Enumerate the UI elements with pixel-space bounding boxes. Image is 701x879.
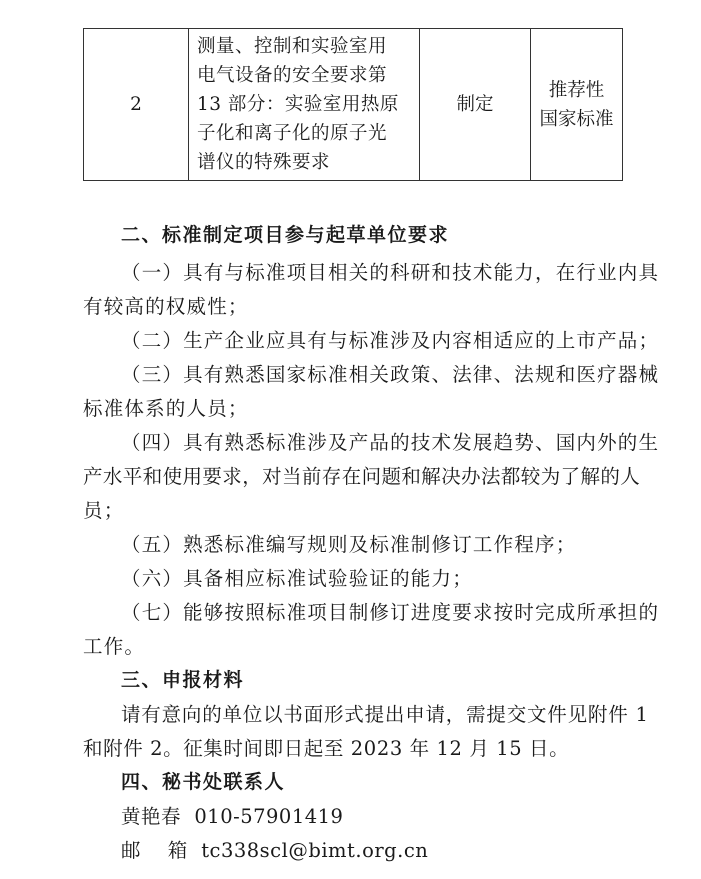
requirement-item-cont: 产水平和使用要求，对当前存在问题和解决办法都较为了解的人: [83, 465, 641, 488]
requirement-item: （五）熟悉标准编写规则及标准制修订工作程序；: [121, 533, 577, 556]
contact-email: 邮 箱 tc338scl@bimt.org.cn: [121, 839, 429, 862]
application-text: 请有意向的单位以书面形式提出申请，需提交文件见附件 1: [121, 703, 649, 726]
standard-name-line: 谱仪的特殊要求: [197, 152, 331, 173]
standard-level-line: 国家标准: [539, 108, 614, 130]
project-type: 制定: [456, 94, 494, 115]
standard-level-line: 推荐性: [548, 79, 605, 101]
requirement-item: （四）具有熟悉标准涉及产品的技术发展趋势、国内外的生: [121, 431, 660, 454]
project-type-cell: [420, 29, 531, 181]
requirement-item-cont: 工作。: [83, 635, 146, 658]
row-number: 2: [130, 94, 142, 115]
standards-table: [83, 28, 623, 181]
standard-name-cell: [189, 29, 420, 181]
requirement-item: （六）具备相应标准试验验证的能力；: [121, 567, 473, 590]
section-4-heading: 四、秘书处联系人: [121, 771, 286, 793]
standard-name-line: 电气设备的安全要求第: [197, 65, 388, 86]
requirement-item-cont: 标准体系的人员；: [83, 397, 249, 420]
requirement-item-cont: 有较高的权威性；: [83, 295, 249, 318]
contact-phone: 黄艳春 010-57901419: [121, 805, 344, 828]
table-row: [84, 29, 623, 181]
requirement-item: （一）具有与标准项目相关的科研和技术能力，在行业内具: [121, 261, 660, 284]
requirement-item: （二）生产企业应具有与标准涉及内容相适应的上市产品；: [121, 329, 660, 352]
section-2-heading: 二、标准制定项目参与起草单位要求: [121, 224, 450, 246]
standard-name-line: 子化和离子化的原子光: [197, 123, 388, 144]
section-3-heading: 三、申报材料: [121, 669, 245, 691]
standard-level-cell: [531, 29, 623, 181]
standard-name-line: 13 部分：实验室用热原: [197, 94, 399, 115]
row-number-cell: [84, 29, 189, 181]
requirement-item: （三）具有熟悉国家标准相关政策、法律、法规和医疗器械: [121, 363, 660, 386]
standard-name-line: 测量、控制和实验室用: [197, 36, 388, 57]
requirement-item: （七）能够按照标准项目制修订进度要求按时完成所承担的: [121, 601, 660, 624]
requirement-item-cont: 员；: [83, 499, 125, 522]
application-text-cont: 和附件 2。征集时间即日起至 2023 年 12 月 15 日。: [83, 737, 570, 760]
